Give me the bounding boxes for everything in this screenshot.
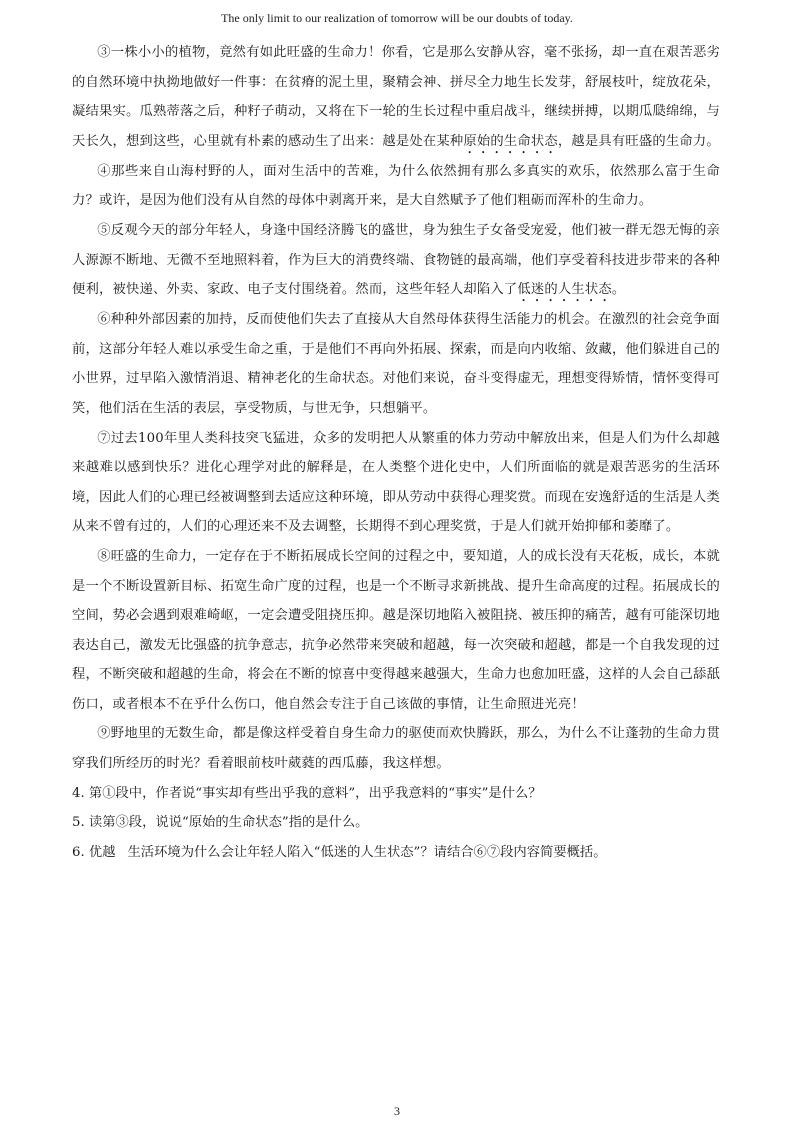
page-header-motto: The only limit to our realization of tomorrow will be our doubts of today. [221, 11, 573, 25]
paragraph-5 [72, 216, 720, 305]
page-number: 3 [394, 1104, 400, 1118]
question-5: 5. 读第③段，说说“原始的生命状态”指的是什么。 [72, 815, 369, 831]
paragraph-9: ⑨野地里的无数生命，都是像这样受着自身生命力的驱使而欢快腾跃，那么，为什么不让蓬勃的生命力贯穿我们所经历的时光？看着眼前枝叶葳蕤的西瓜藤，我这样想。 [72, 726, 720, 772]
paragraph-4: ④那些来自山海村野的人，面对生活中的苦难，为什么依然拥有那么多真实的欢乐，依然那么富于生命力？或许，是因为他们没有从自然的母体中剥离开来，是大自然赋予了他们粗砺而浑朴的生命力。 [72, 163, 720, 209]
paragraph-3-tail: ，越是具有旺盛的生命力。 [557, 133, 720, 149]
paragraph-8: ⑧旺盛的生命力，一定存在于不断拓展成长空间的过程之中，要知道，人的成长没有天花板，成长，本就是一个不断设置新目标、拓宽生命广度的过程，也是一个不断寻求新挑战、提升生命高度的过程。拓展成长的空间，势必会遇到艰难崎岖，一定会遭受阻挠压抑。越是深切地陷入被阻挠、被压抑的痛苦，越有可能深切地表达自己，激发无比强盛的抗争意志，抗争必然带来突破和超越，每一次突破和超越，都是一个自我发现的过程，不断突破和超越的生命，将会在不断的惊喜中变得越来越强大，生命力也愈加旺盛，这样的人会自己舔舐伤口，或者根本不在乎什么伤口，他自然会专注于自己该做的事情，让生命照进光亮！ [72, 548, 720, 712]
question-6-number: 6. 优越 [72, 844, 116, 860]
paragraph-5-tail: 。 [611, 282, 626, 298]
emphasized-phrase: 原始的生命状态 [463, 133, 558, 149]
paragraph-3 [72, 38, 720, 157]
question-6 [72, 838, 720, 868]
article-body [72, 38, 720, 867]
question-4: 4. 第①段中，作者说“事实却有些出乎我的意料”，出乎我意料的“事实”是什么？ [72, 785, 542, 801]
paragraph-3-text: ③一株小小的植物，竟然有如此旺盛的生命力！你看，它是那么安静从容，毫不张扬，却一直在艰苦恶劣的自然环境中执拗地做好一件事：在贫瘠的泥土里，聚精会神、拼尽全力地生长发芽，舒展枝叶，绽放花朵，凝结果实。瓜熟蒂落之后，种籽子萌动，又将在下一轮的生长过程中重启战斗，继续拼搏，以期瓜瓞绵绵，与天长久，想到这些，心里就有朴素的感动生了出来：越是处在某种 [72, 45, 720, 149]
paragraph-7: ⑦过去100年里人类科技突飞猛进，众多的发明把人从繁重的体力劳动中解放出来，但是人们为什么却越来越难以感到快乐？进化心理学对此的解释是，在人类整个进化史中，人们所面临的就是艰苦恶劣的生活环境，因此人们的心理已经被调整到去适应这种环境，即从劳动中获得心理奖赏。而现在安逸舒适的生活是人类从来不曾有过的，人们的心理还来不及去调整，长期得不到心理奖赏，于是人们就开始抑郁和萎靡了。 [72, 430, 720, 535]
paragraph-5-text: ⑤反观今天的部分年轻人，身逢中国经济腾飞的盛世，身为独生子女备受宠爱，他们被一群无怨无悔的亲人源源不断地、无微不至地照料着，作为巨大的消费终端、食物链的最高端，他们享受着科技进步带来的各种便利，被快递、外卖、家政、电子支付围绕着。然而，这些年轻人却陷入了 [72, 222, 720, 298]
emphasized-phrase: 低迷的人生状态 [517, 282, 612, 298]
paragraph-6: ⑥种种外部因素的加持，反而使他们失去了直接从大自然母体获得生活能力的机会。在激烈的社会竞争面前，这部分年轻人难以承受生命之重，于是他们不再向外拓展、探索，而是向内收缩、敛藏，他们躲进自己的小世界，过早陷入激情消退、精神老化的生命状态。对他们来说，奋斗变得虚无，理想变得矫情，情怀变得可笑，他们活在生活的表层，享受物质，与世无争，只想躺平。 [72, 312, 720, 416]
question-6-text: 生活环境为什么会让年轻人陷入“低迷的人生状态”？请结合⑥⑦段内容简要概括。 [127, 844, 607, 860]
